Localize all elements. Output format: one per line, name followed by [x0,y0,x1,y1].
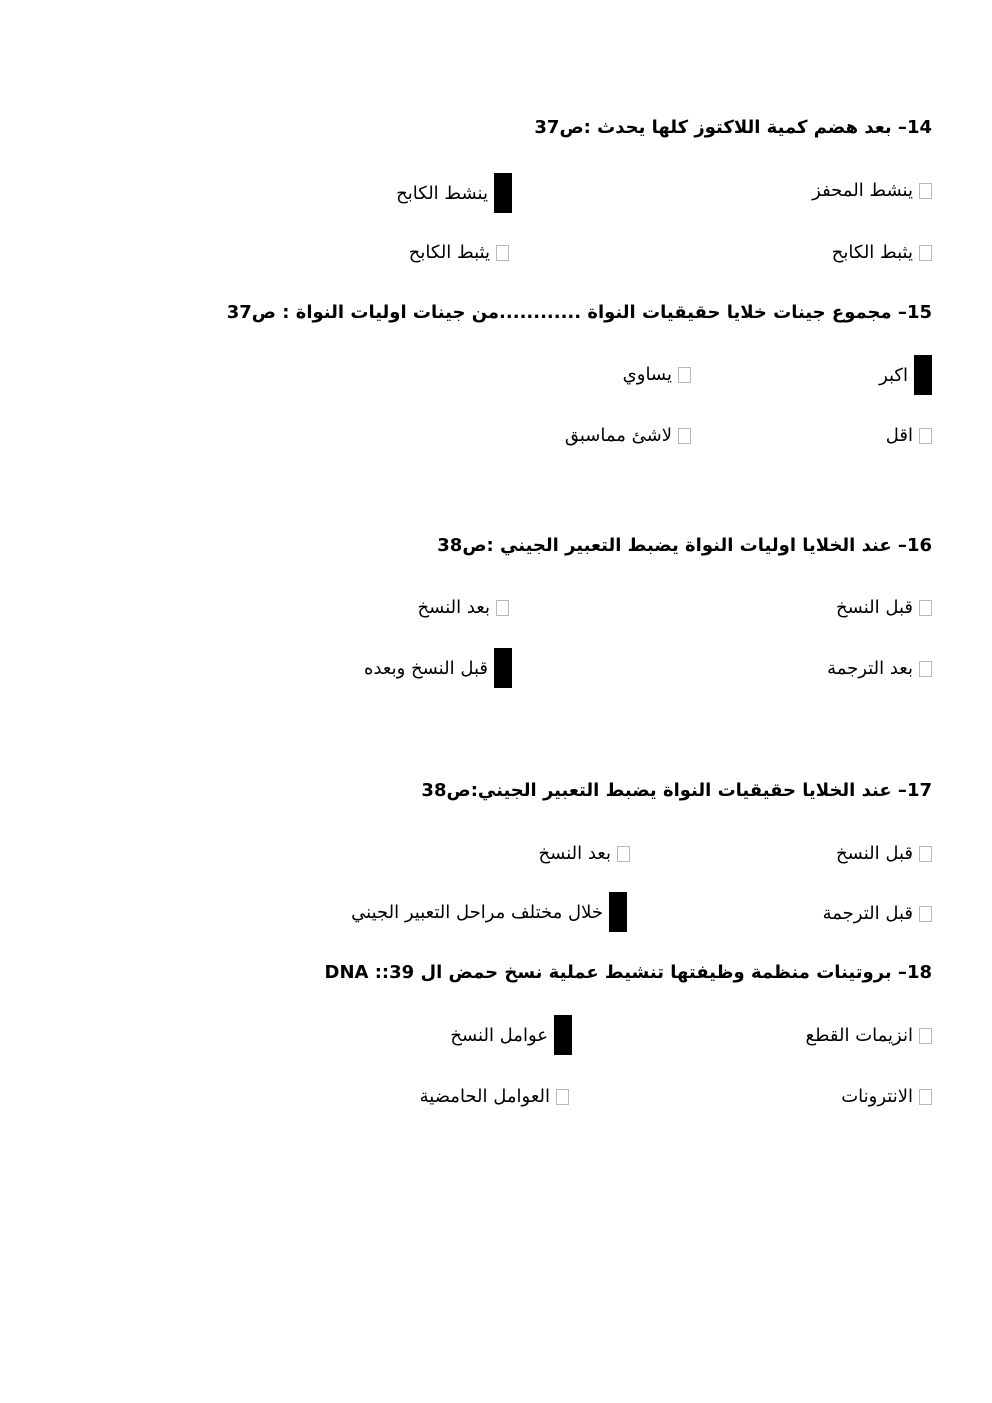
q15-option-1[interactable] [879,355,932,395]
checkbox-icon[interactable] [678,367,691,383]
checkbox-icon[interactable] [919,600,932,616]
q15-option-2[interactable] [623,364,691,385]
option-label: قبل النسخ وبعده [364,657,488,679]
checkbox-icon[interactable] [919,428,932,444]
q14-option-4[interactable] [409,242,509,263]
option-label: يثبط الكابح [408,242,490,263]
checkbox-icon[interactable] [496,245,509,261]
option-label: بعد الترجمة [827,658,913,679]
q17-option-3[interactable] [823,903,932,924]
question-16-text: 16– عند الخلايا اوليات النواة يضبط التعبير الجيني :ص38 [437,535,932,556]
option-label: انزيمات القطع [805,1025,913,1046]
q16-option-4[interactable] [364,648,512,688]
option-label: بعد النسخ [538,843,611,864]
checkbox-icon[interactable] [919,245,932,261]
question-18-text: 18– بروتينات منظمة وظيفتها تنشيط عملية نسخ حمض ال DNA ::39 [324,962,932,983]
option-label: ينشط المحفز [812,180,913,201]
checkbox-icon[interactable] [496,600,509,616]
option-label: قبل النسخ [836,843,913,864]
q15-option-3[interactable] [886,425,932,446]
q17-option-1[interactable] [836,843,932,864]
option-label: الانترونات [841,1086,913,1107]
q15-option-4[interactable] [565,425,691,446]
checkbox-icon[interactable] [556,1089,569,1105]
q14-option-2[interactable] [396,173,512,213]
checkbox-icon[interactable] [617,846,630,862]
q18-option-1[interactable] [806,1025,932,1046]
checkbox-icon[interactable] [919,846,932,862]
option-label: العوامل الحامضية [419,1086,550,1107]
q14-option-1[interactable] [812,180,932,201]
q17-option-2[interactable] [539,843,630,864]
question-17-text: 17– عند الخلايا حقيقيات النواة يضبط التعبير الجيني:ص38 [421,780,932,801]
checked-box-icon[interactable] [494,173,512,213]
q16-option-2[interactable] [418,597,509,618]
checked-box-icon[interactable] [609,892,627,932]
question-14-text: 14– بعد هضم كمية اللاكتوز كلها يحدث :ص37 [534,117,932,138]
checkbox-icon[interactable] [919,183,932,199]
q16-option-1[interactable] [836,597,932,618]
option-label: اقل [885,425,913,446]
q18-option-3[interactable] [841,1086,932,1107]
option-label: لاشئ مماسبق [564,425,672,446]
option-label: خلال مختلف مراحل التعبير الجيني [351,901,603,923]
option-label: يثبط الكابح [831,242,913,263]
option-label: بعد النسخ [417,597,490,618]
q18-option-2[interactable] [450,1015,572,1055]
checked-box-icon[interactable] [554,1015,572,1055]
option-label: قبل الترجمة [822,903,913,924]
checkbox-icon[interactable] [919,906,932,922]
option-label: عوامل النسخ [450,1024,548,1046]
checkbox-icon[interactable] [919,661,932,677]
checkbox-icon[interactable] [919,1089,932,1105]
option-label: ينشط الكابح [396,182,488,204]
question-15-text: 15– مجموع جينات خلايا حقيقيات النواة ............من جينات اوليات النواة : ص37 [226,302,932,323]
checkbox-icon[interactable] [678,428,691,444]
checked-box-icon[interactable] [494,648,512,688]
option-label: يساوي [622,364,672,385]
checked-box-icon[interactable] [914,355,932,395]
q18-option-4[interactable] [420,1086,569,1107]
q17-option-4[interactable] [351,892,627,932]
q16-option-3[interactable] [827,658,932,679]
checkbox-icon[interactable] [919,1028,932,1044]
option-label: قبل النسخ [836,597,913,618]
option-label: اكبر [879,364,908,386]
q14-option-3[interactable] [832,242,932,263]
